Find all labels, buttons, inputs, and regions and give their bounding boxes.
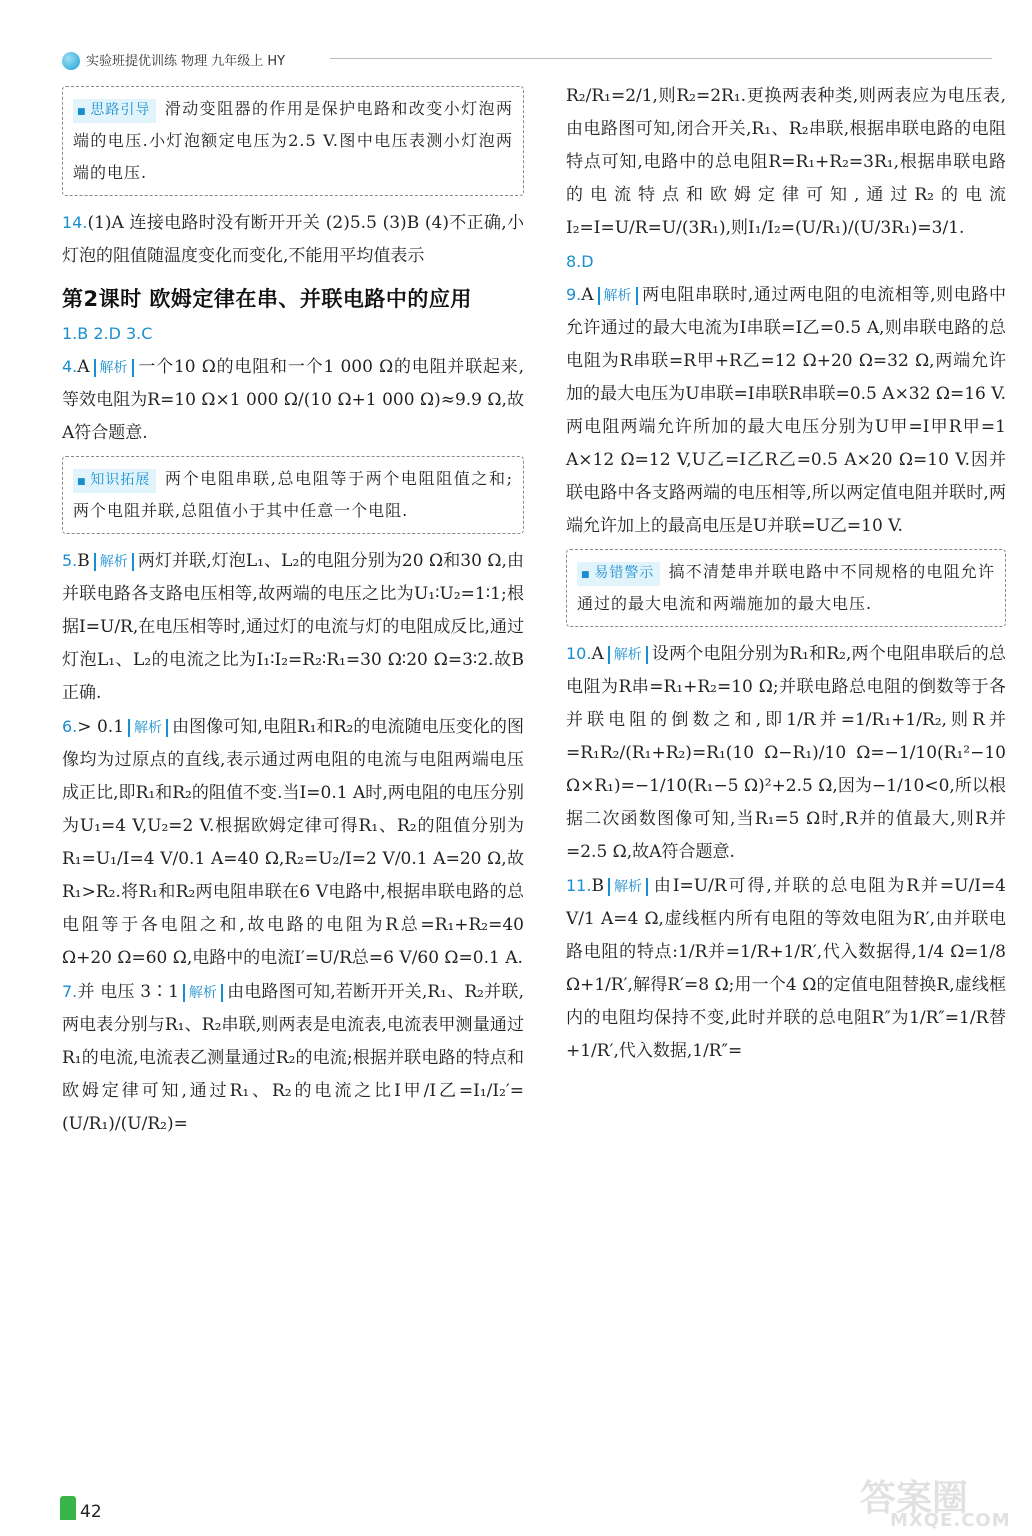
box-tag: ■ 知识拓展 <box>73 469 156 493</box>
page-header <box>0 0 1032 70</box>
question-number: 14. <box>62 213 88 232</box>
answer-6 <box>62 710 524 975</box>
answer-8: 8.D <box>566 252 594 271</box>
answer-choice: > 0.1 <box>77 717 125 737</box>
right-column <box>566 80 1006 1068</box>
watermark-text: 答案圈 <box>860 1478 969 1519</box>
analysis-tag: 解析 <box>598 287 638 305</box>
answer-text: 一个10 Ω的电阻和一个1 000 Ω的电阻并联起来,等效电阻为R=10 Ω×1 000 Ω/(10 Ω+1 000 Ω)≈9.9 Ω,故A符合题意. <box>62 357 524 443</box>
analysis-tag: 解析 <box>128 719 168 737</box>
question-number: 11. <box>566 876 592 895</box>
analysis-tag: 解析 <box>94 553 134 571</box>
page-number <box>60 1502 102 1522</box>
book-logo-icon <box>62 52 80 70</box>
header-divider <box>330 58 992 59</box>
answer-14 <box>62 206 524 273</box>
answer-9 <box>566 278 1006 543</box>
analysis-tag: 解析 <box>608 878 648 896</box>
box-tag: ■ 思路引导 <box>73 99 156 123</box>
answer-7 <box>62 975 524 1141</box>
answer-5 <box>62 544 524 710</box>
question-number: 7. <box>62 982 78 1001</box>
question-number: 10. <box>566 644 592 663</box>
answer-4 <box>62 350 524 450</box>
box-tag: ■ 易错警示 <box>577 562 660 586</box>
watermark-url: MXQE.COM <box>890 1510 1011 1531</box>
answer-choice: 并 电压 3∶1 <box>77 982 179 1002</box>
question-number: 6. <box>62 717 78 736</box>
answer-choice: B <box>591 876 604 896</box>
answer-10 <box>566 637 1006 869</box>
box-text: 搞不清楚串并联电路中不同规格的电阻允许通过的最大电流和两端施加的最大电压. <box>577 562 995 613</box>
answer-text: 两电阻串联时,通过两电阻的电流相等,则电路中允许通过的最大电流为I串联=I乙=0.5 A,则串联电路的总电阻为R串联=R甲+R乙=12 Ω+20 Ω=32 Ω,两端允许加的最大电压为U串联=I串联R串联=0.5 A×32 Ω=16 V.两电阻两端允许所加的最大电压分别为U甲=I甲R甲=1 A×12 Ω=12 V,U乙=I乙R乙=0.5 A×20 Ω=10 V.因并联电路中各支路两端的电压相等,所以两定值电阻并联时,两端允许加上的最高电压是U并联=U乙=10 V. <box>566 285 1006 536</box>
question-number: 4. <box>62 357 78 376</box>
question-number: 5. <box>62 551 78 570</box>
left-column <box>62 80 524 1141</box>
page-number-text: 42 <box>80 1502 102 1522</box>
answer-text: 设两个电阻分别为R₁和R₂,两个电阻串联后的总电阻为R串=R₁+R₂=10 Ω;并联电路总电阻的倒数等于各并联电阻的倒数之和,即1/R并=1/R₁+1/R₂,则R并=R₁R₂/(R₁+R₂)=R₁(10 Ω−R₁)/10 Ω=−1/10(R₁²−10 Ω×R₁)=−1/10(R₁−5 Ω)²+2.5 Ω,因为−1/10<0,所以根据二次函数图像可知,当R₁=5 Ω时,R并的值最大,则R并=2.5 Ω,故A符合题意. <box>566 644 1006 862</box>
answer-choice: B <box>77 551 90 571</box>
answer-text: 由图像可知,电阻R₁和R₂的电流随电压变化的图像均为过原点的直线,表示通过两电阻的电流与电阻两端电压成正比,即R₁和R₂的阻值不变.当I=0.1 A时,两电阻的电压分别为U₁=4 V,U₂=2 V.根据欧姆定律可得R₁、R₂的阻值分别为R₁=U₁/I=4 V/0.1 A=40 Ω,R₂=U₂/I=2 V/0.1 A=20 Ω,故R₁>R₂.将R₁和R₂两电阻串联在6 V电路中,根据串联电路的总电阻等于各电阻之和,故电路的电阻为R总=R₁+R₂=40 Ω+20 Ω=60 Ω,电路中的电流I′=U/R总=6 V/60 Ω=0.1 A. <box>62 717 524 968</box>
box-text: 两个电阻串联,总电阻等于两个电阻阻值之和;两个电阻并联,总阻值小于其中任意一个电阻. <box>73 469 513 520</box>
answer-choice: A <box>77 357 90 377</box>
section-title: 第2课时 欧姆定律在串、并联电路中的应用 <box>62 287 472 311</box>
analysis-tag: 解析 <box>608 646 648 664</box>
answer-text: 两灯并联,灯泡L₁、L₂的电阻分别为20 Ω和30 Ω,由并联电路各支路电压相等,故两端的电压之比为U₁∶U₂=1∶1;根据I=U/R,在电压相等时,通过灯的电流与灯的电阻成反比,通过灯泡L₁、L₂的电流之比为I₁∶I₂=R₂∶R₁=30 Ω∶20 Ω=3∶2.故B正确. <box>62 551 524 703</box>
answer-text: (1)A 连接电路时没有断开开关 (2)5.5 (3)B (4)不正确,小灯泡的阻值随温度变化而变化,不能用平均值表示 <box>62 213 524 266</box>
answer-11 <box>566 869 1006 1068</box>
analysis-tag: 解析 <box>183 984 223 1002</box>
analysis-tag: 解析 <box>94 359 134 377</box>
knowledge-extension-box <box>62 456 524 534</box>
watermark <box>850 1470 1011 1531</box>
common-mistake-box <box>566 549 1006 627</box>
answer-text: 由I=U/R可得,并联的总电阻为R并=U/I=4 V/1 A=4 Ω,虚线框内所有电阻的等效电阻为R′,由并联电路电阻的特点:1/R并=1/R+1/R′,代入数据得,1/4 Ω=1/8 Ω+1/R′,解得R′=8 Ω;用一个4 Ω的定值电阻替换R,虚线框内的电阻均保持不变,此时并联的总电阻R″为1/R″=1/R替+1/R′,代入数据,1/R″= <box>566 876 1006 1061</box>
answer-choice: A <box>581 285 594 305</box>
answer-choice: A <box>591 644 604 664</box>
answers-1-3: 1.B 2.D 3.C <box>62 324 153 343</box>
header-title: 实验班提优训练 物理 九年级上 HY <box>86 54 286 69</box>
answer-7-continued: R₂/R₁=2/1,则R₂=2R₁.更换两表种类,则两表应为电压表,由电路图可知,闭合开关,R₁、R₂串联,根据串联电路的电阻特点可知,电路中的总电阻R=R₁+R₂=3R₁,根据串联电路的电流特点和欧姆定律可知,通过R₂的电流I₂=I=U/R=U/(3R₁),则I₁/I₂=(U/R₁)/(U/3R₁)=3/1. <box>566 86 1006 238</box>
thinking-guide-box <box>62 86 524 196</box>
box-text: 滑动变阻器的作用是保护电路和改变小灯泡两端的电压.小灯泡额定电压为2.5 V.图中电压表测小灯泡两端的电压. <box>73 99 513 182</box>
question-number: 9. <box>566 285 582 304</box>
answer-text: 由电路图可知,若断开开关,R₁、R₂并联,两电表分别与R₁、R₂串联,则两表是电流表,电流表甲测量通过R₁的电流,电流表乙测量通过R₂的电流;根据并联电路的特点和欧姆定律可知,通过R₁、R₂的电流之比I甲/I乙=I₁/I₂′=(U/R₁)/(U/R₂)= <box>62 982 524 1134</box>
